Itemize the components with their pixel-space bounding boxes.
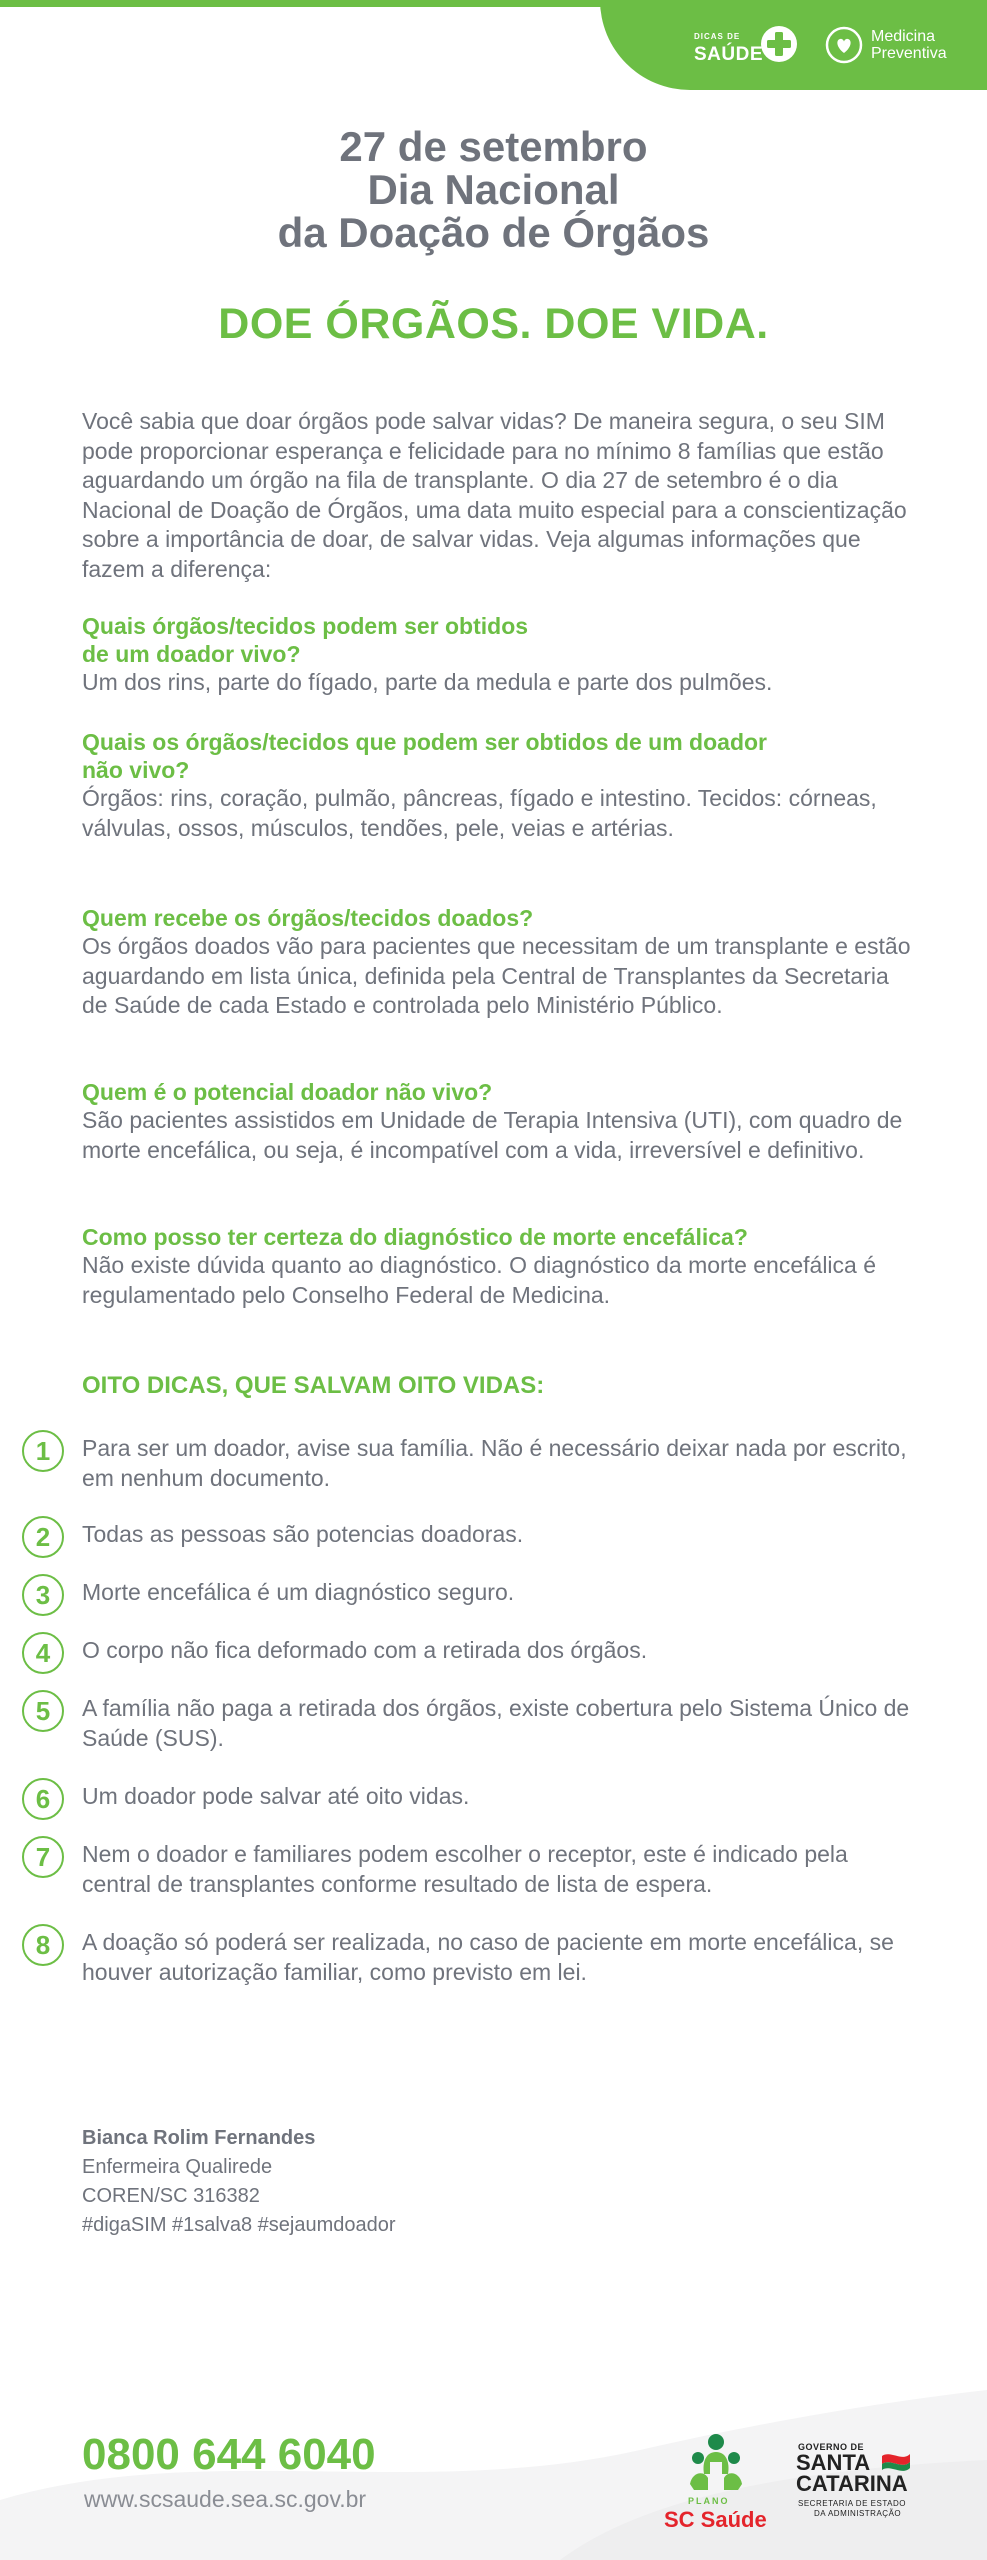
- qa-answer: São pacientes assistidos em Unidade de Terapia Intensiva (UTI), com quadro de morte encefálica, ou seja, é incompatível com a vida, irreversível e definitivo.: [82, 1107, 903, 1163]
- hashtags: #digaSIM #1salva8 #sejaumdoador: [82, 2214, 396, 2236]
- qa-item: [82, 1223, 912, 1310]
- author-signature: [82, 2124, 682, 2240]
- qa-question: Quais os órgãos/tecidos que podem ser obtidos de um doador não vivo?: [82, 729, 767, 783]
- dicas-label: DICAS DE: [694, 32, 741, 41]
- qa-answer: Órgãos: rins, coração, pulmão, pâncreas, fígado e intestino. Tecidos: córneas, válvulas, ossos, músculos, tendões, pele, veias e artérias.: [82, 785, 877, 841]
- title-line-subject: da Doação de Órgãos: [277, 209, 710, 256]
- qa-item: [82, 904, 912, 1021]
- tip-text: A família não paga a retirada dos órgãos, existe cobertura pelo Sistema Único de Saúde (SUS).: [82, 1695, 910, 1751]
- santa-label: SANTA: [796, 2450, 871, 2475]
- medical-cross-icon: [760, 25, 798, 63]
- medicina-preventiva-logo: [825, 24, 975, 70]
- tip-number-badge: 8: [22, 1924, 64, 1966]
- qa-question: Quem recebe os órgãos/tecidos doados?: [82, 905, 534, 931]
- qa-question: Como posso ter certeza do diagnóstico de morte encefálica?: [82, 1224, 748, 1250]
- tip-text: Um doador pode salvar até oito vidas.: [82, 1783, 470, 1809]
- phone-number[interactable]: 0800 644 6040: [82, 2430, 376, 2479]
- people-icon: [684, 2432, 748, 2494]
- qa-item: [82, 728, 912, 843]
- tip-text: Nem o doador e familiares podem escolher o receptor, este é indicado pela central de transplantes conforme resultado de lista de espera.: [82, 1841, 848, 1897]
- slogan: DOE ÓRGÃOS. DOE VIDA.: [218, 300, 769, 348]
- tip-number-badge: 2: [22, 1516, 64, 1558]
- qa-question: Quem é o potencial doador não vivo?: [82, 1079, 493, 1105]
- plano-sc-saude-logo: [660, 2432, 770, 2532]
- plano-label: PLANO: [688, 2496, 730, 2506]
- qa-question: Quais órgãos/tecidos podem ser obtidos de um doador vivo?: [82, 613, 529, 667]
- title-line-day: Dia Nacional: [367, 166, 620, 213]
- author-name: Bianca Rolim Fernandes: [82, 2127, 316, 2149]
- website-link[interactable]: www.scsaude.sea.sc.gov.br: [84, 2486, 367, 2512]
- tip-text: A doação só poderá ser realizada, no caso de paciente em morte encefálica, se houver autorização familiar, como previsto em lei.: [82, 1929, 894, 1985]
- qa-item: [82, 612, 912, 698]
- dicas-de-saude-logo: [690, 24, 800, 70]
- preventiva-label: Preventiva: [871, 45, 947, 62]
- qa-answer: Um dos rins, parte do fígado, parte da medula e parte dos pulmões.: [82, 669, 773, 695]
- qa-item: [82, 1078, 912, 1165]
- intro-paragraph: Você sabia que doar órgãos pode salvar vidas? De maneira segura, o seu SIM pode proporcionar esperança e felicidade para no mínimo 8 famílias que estão aguardando um órgão na fila de transplante. O dia 27 de setembro é o dia Nacional de Doação de Órgãos, uma data muito especial para a conscientização sobre a importância de doar, de salvar vidas. Veja algumas informações que fazem a diferença:: [82, 408, 907, 582]
- governo-label: GOVERNO DE: [798, 2442, 865, 2452]
- tip-number-badge: 6: [22, 1778, 64, 1820]
- author-coren: COREN/SC 316382: [82, 2185, 260, 2207]
- tip-number-badge: 4: [22, 1632, 64, 1674]
- secretaria-label: SECRETARIA DE ESTADO: [798, 2499, 906, 2508]
- qa-answer: Não existe dúvida quanto ao diagnóstico. O diagnóstico da morte encefálica é regulamentado pelo Conselho Federal de Medicina.: [82, 1252, 877, 1308]
- tip-text: O corpo não fica deformado com a retirada dos órgãos.: [82, 1637, 648, 1663]
- catarina-label: CATARINA: [796, 2471, 908, 2496]
- tip-text: Morte encefálica é um diagnóstico seguro.: [82, 1579, 515, 1605]
- tips-heading: OITO DICAS, QUE SALVAM OITO VIDAS:: [82, 1372, 545, 1399]
- tip-text: Para ser um doador, avise sua família. Não é necessário deixar nada por escrito, em nenhum documento.: [82, 1435, 907, 1491]
- page-title: [0, 125, 987, 254]
- sc-saude-label: SC Saúde: [664, 2507, 767, 2532]
- title-line-date: 27 de setembro: [339, 123, 648, 170]
- author-role: Enfermeira Qualirede: [82, 2156, 273, 2178]
- saude-label: SAÚDE: [694, 44, 764, 65]
- tip-number-badge: 3: [22, 1574, 64, 1616]
- tip-number-badge: 5: [22, 1690, 64, 1732]
- tip-number-badge: 7: [22, 1836, 64, 1878]
- administracao-label: DA ADMINISTRAÇÃO: [814, 2509, 902, 2518]
- heart-hands-icon: [825, 26, 863, 64]
- qa-answer: Os órgãos doados vão para pacientes que necessitam de um transplante e estão aguardando em lista única, definida pela Central de Transplantes da Secretaria de Saúde de cada Estado e controlada pelo Ministério Público.: [82, 933, 911, 1018]
- medicina-label: Medicina: [871, 28, 936, 45]
- tip-number-badge: 1: [22, 1430, 64, 1472]
- tip-text: Todas as pessoas são potencias doadoras.: [82, 1521, 524, 1547]
- governo-santa-catarina-logo: [790, 2442, 940, 2532]
